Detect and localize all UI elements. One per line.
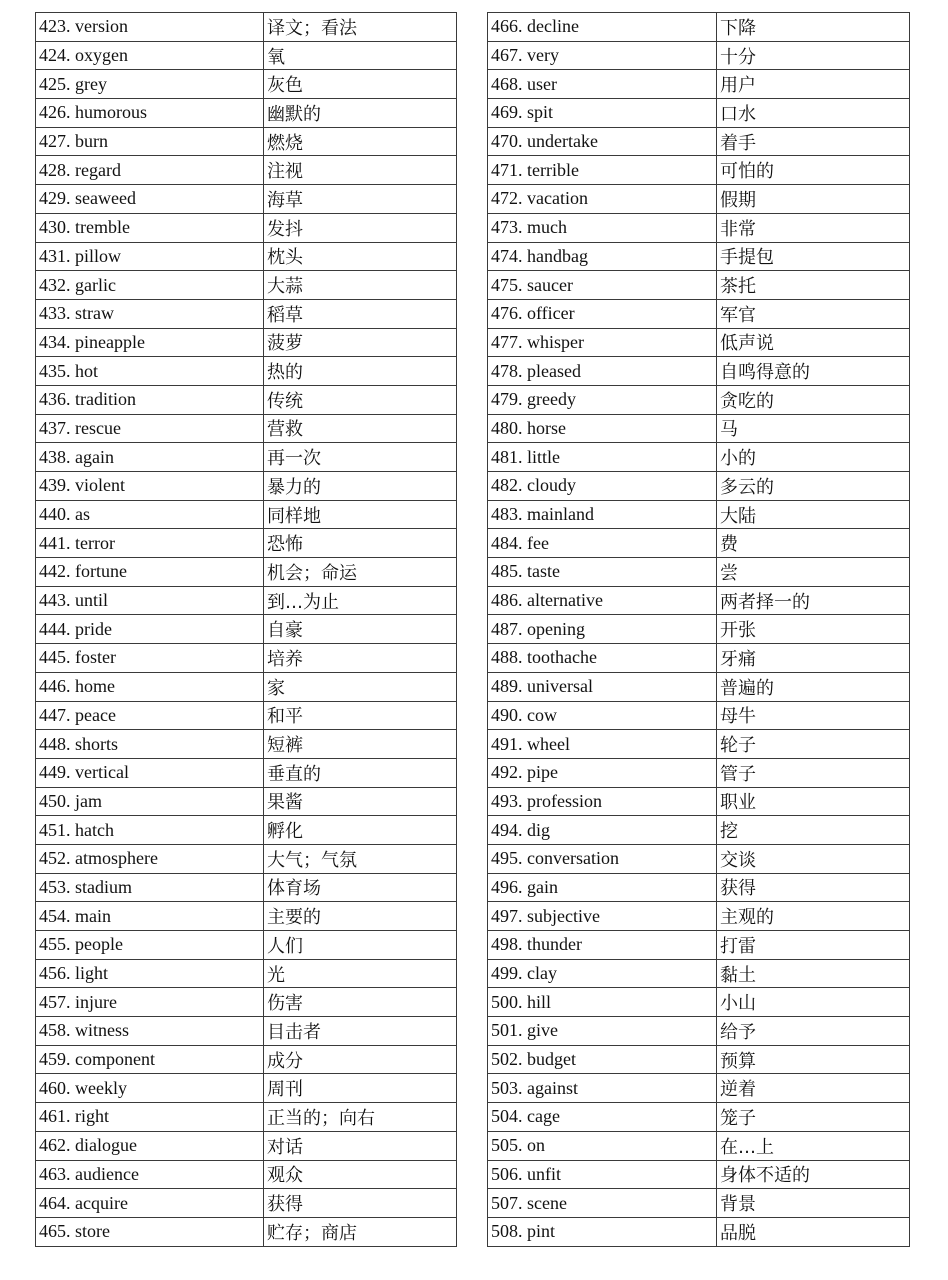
english-word: 428. regard: [36, 156, 264, 185]
table-row: [36, 213, 457, 242]
table-row: [36, 1131, 457, 1160]
english-word: 446. home: [36, 672, 264, 701]
table-row: [488, 357, 910, 386]
chinese-meaning: 品脱: [717, 1217, 910, 1246]
table-row: [36, 558, 457, 587]
chinese-meaning: 垂直的: [264, 758, 457, 787]
english-word: 485. taste: [488, 558, 717, 587]
table-row: [36, 1189, 457, 1218]
table-row: [36, 586, 457, 615]
table-row: [36, 1160, 457, 1189]
table-row: [36, 730, 457, 759]
table-row: [36, 41, 457, 70]
table-row: [488, 615, 910, 644]
chinese-meaning: 十分: [717, 41, 910, 70]
table-row: [488, 1017, 910, 1046]
chinese-meaning: 大气；气氛: [264, 844, 457, 873]
english-word: 496. gain: [488, 873, 717, 902]
english-word: 472. vacation: [488, 185, 717, 214]
table-row: [36, 672, 457, 701]
english-word: 481. little: [488, 443, 717, 472]
chinese-meaning: 灰色: [264, 70, 457, 99]
chinese-meaning: 费: [717, 529, 910, 558]
chinese-meaning: 着手: [717, 127, 910, 156]
chinese-meaning: 恐怖: [264, 529, 457, 558]
english-word: 493. profession: [488, 787, 717, 816]
table-row: [36, 959, 457, 988]
english-word: 447. peace: [36, 701, 264, 730]
chinese-meaning: 孵化: [264, 816, 457, 845]
table-row: [488, 931, 910, 960]
table-row: [36, 787, 457, 816]
english-word: 494. dig: [488, 816, 717, 845]
english-word: 480. horse: [488, 414, 717, 443]
table-row: [36, 1017, 457, 1046]
table-row: [488, 156, 910, 185]
chinese-meaning: 同样地: [264, 500, 457, 529]
table-row: [36, 701, 457, 730]
chinese-meaning: 开张: [717, 615, 910, 644]
chinese-meaning: 身体不适的: [717, 1160, 910, 1189]
english-word: 483. mainland: [488, 500, 717, 529]
english-word: 439. violent: [36, 472, 264, 501]
chinese-meaning: 用户: [717, 70, 910, 99]
table-row: [488, 185, 910, 214]
english-word: 460. weekly: [36, 1074, 264, 1103]
table-row: [36, 500, 457, 529]
table-row: [488, 586, 910, 615]
chinese-meaning: 果酱: [264, 787, 457, 816]
chinese-meaning: 再一次: [264, 443, 457, 472]
table-row: [488, 99, 910, 128]
table-row: [488, 213, 910, 242]
english-word: 499. clay: [488, 959, 717, 988]
english-word: 456. light: [36, 959, 264, 988]
table-row: [488, 1045, 910, 1074]
vocabulary-table-left: [35, 12, 457, 1247]
table-row: [36, 472, 457, 501]
english-word: 475. saucer: [488, 271, 717, 300]
chinese-meaning: 口水: [717, 99, 910, 128]
english-word: 457. injure: [36, 988, 264, 1017]
chinese-meaning: 可怕的: [717, 156, 910, 185]
table-row: [36, 385, 457, 414]
table-row: [488, 443, 910, 472]
english-word: 473. much: [488, 213, 717, 242]
english-word: 468. user: [488, 70, 717, 99]
table-row: [488, 1131, 910, 1160]
table-row: [36, 414, 457, 443]
chinese-meaning: 周刊: [264, 1074, 457, 1103]
chinese-meaning: 主要的: [264, 902, 457, 931]
english-word: 459. component: [36, 1045, 264, 1074]
chinese-meaning: 背景: [717, 1189, 910, 1218]
table-row: [36, 1217, 457, 1246]
chinese-meaning: 两者择一的: [717, 586, 910, 615]
table-row: [488, 816, 910, 845]
english-word: 440. as: [36, 500, 264, 529]
chinese-meaning: 小山: [717, 988, 910, 1017]
chinese-meaning: 正当的；向右: [264, 1103, 457, 1132]
table-row: [36, 127, 457, 156]
chinese-meaning: 人们: [264, 931, 457, 960]
chinese-meaning: 在…上: [717, 1131, 910, 1160]
table-row: [36, 931, 457, 960]
english-word: 507. scene: [488, 1189, 717, 1218]
table-row: [488, 13, 910, 42]
table-row: [36, 615, 457, 644]
chinese-meaning: 贮存；商店: [264, 1217, 457, 1246]
chinese-meaning: 自豪: [264, 615, 457, 644]
chinese-meaning: 主观的: [717, 902, 910, 931]
chinese-meaning: 海草: [264, 185, 457, 214]
table-row: [488, 1160, 910, 1189]
english-word: 435. hot: [36, 357, 264, 386]
chinese-meaning: 发抖: [264, 213, 457, 242]
english-word: 508. pint: [488, 1217, 717, 1246]
english-word: 430. tremble: [36, 213, 264, 242]
table-row: [36, 529, 457, 558]
table-row: [488, 988, 910, 1017]
table-row: [488, 672, 910, 701]
english-word: 442. fortune: [36, 558, 264, 587]
chinese-meaning: 马: [717, 414, 910, 443]
table-row: [36, 70, 457, 99]
english-word: 491. wheel: [488, 730, 717, 759]
english-word: 433. straw: [36, 299, 264, 328]
chinese-meaning: 到…为止: [264, 586, 457, 615]
english-word: 504. cage: [488, 1103, 717, 1132]
table-row: [36, 156, 457, 185]
english-word: 497. subjective: [488, 902, 717, 931]
english-word: 492. pipe: [488, 758, 717, 787]
english-word: 434. pineapple: [36, 328, 264, 357]
chinese-meaning: 军官: [717, 299, 910, 328]
english-word: 461. right: [36, 1103, 264, 1132]
english-word: 427. burn: [36, 127, 264, 156]
table-row: [36, 758, 457, 787]
english-word: 437. rescue: [36, 414, 264, 443]
english-word: 478. pleased: [488, 357, 717, 386]
english-word: 443. until: [36, 586, 264, 615]
table-row: [488, 1103, 910, 1132]
chinese-meaning: 非常: [717, 213, 910, 242]
english-word: 449. vertical: [36, 758, 264, 787]
chinese-meaning: 短裤: [264, 730, 457, 759]
english-word: 438. again: [36, 443, 264, 472]
chinese-meaning: 幽默的: [264, 99, 457, 128]
chinese-meaning: 下降: [717, 13, 910, 42]
table-row: [488, 701, 910, 730]
english-word: 502. budget: [488, 1045, 717, 1074]
english-word: 424. oxygen: [36, 41, 264, 70]
english-word: 498. thunder: [488, 931, 717, 960]
chinese-meaning: 职业: [717, 787, 910, 816]
table-row: [36, 1074, 457, 1103]
chinese-meaning: 译文；看法: [264, 13, 457, 42]
chinese-meaning: 笼子: [717, 1103, 910, 1132]
chinese-meaning: 多云的: [717, 472, 910, 501]
chinese-meaning: 燃烧: [264, 127, 457, 156]
chinese-meaning: 管子: [717, 758, 910, 787]
chinese-meaning: 家: [264, 672, 457, 701]
table-row: [488, 41, 910, 70]
chinese-meaning: 自鸣得意的: [717, 357, 910, 386]
english-word: 436. tradition: [36, 385, 264, 414]
english-word: 486. alternative: [488, 586, 717, 615]
table-row: [36, 902, 457, 931]
english-word: 467. very: [488, 41, 717, 70]
chinese-meaning: 光: [264, 959, 457, 988]
chinese-meaning: 贪吃的: [717, 385, 910, 414]
table-row: [488, 730, 910, 759]
english-word: 506. unfit: [488, 1160, 717, 1189]
chinese-meaning: 预算: [717, 1045, 910, 1074]
english-word: 487. opening: [488, 615, 717, 644]
chinese-meaning: 菠萝: [264, 328, 457, 357]
chinese-meaning: 成分: [264, 1045, 457, 1074]
table-row: [488, 127, 910, 156]
chinese-meaning: 大蒜: [264, 271, 457, 300]
english-word: 441. terror: [36, 529, 264, 558]
chinese-meaning: 枕头: [264, 242, 457, 271]
chinese-meaning: 尝: [717, 558, 910, 587]
english-word: 454. main: [36, 902, 264, 931]
chinese-meaning: 挖: [717, 816, 910, 845]
table-row: [488, 70, 910, 99]
english-word: 477. whisper: [488, 328, 717, 357]
chinese-meaning: 获得: [264, 1189, 457, 1218]
english-word: 479. greedy: [488, 385, 717, 414]
chinese-meaning: 培养: [264, 644, 457, 673]
english-word: 425. grey: [36, 70, 264, 99]
table-row: [488, 873, 910, 902]
chinese-meaning: 对话: [264, 1131, 457, 1160]
english-word: 476. officer: [488, 299, 717, 328]
english-word: 429. seaweed: [36, 185, 264, 214]
chinese-meaning: 打雷: [717, 931, 910, 960]
chinese-meaning: 目击者: [264, 1017, 457, 1046]
table-row: [36, 988, 457, 1017]
chinese-meaning: 黏土: [717, 959, 910, 988]
english-word: 458. witness: [36, 1017, 264, 1046]
chinese-meaning: 观众: [264, 1160, 457, 1189]
english-word: 464. acquire: [36, 1189, 264, 1218]
table-row: [36, 644, 457, 673]
english-word: 462. dialogue: [36, 1131, 264, 1160]
chinese-meaning: 和平: [264, 701, 457, 730]
english-word: 455. people: [36, 931, 264, 960]
table-row: [36, 844, 457, 873]
table-row: [488, 299, 910, 328]
chinese-meaning: 暴力的: [264, 472, 457, 501]
chinese-meaning: 传统: [264, 385, 457, 414]
chinese-meaning: 手提包: [717, 242, 910, 271]
chinese-meaning: 牙痛: [717, 644, 910, 673]
english-word: 505. on: [488, 1131, 717, 1160]
english-word: 503. against: [488, 1074, 717, 1103]
chinese-meaning: 获得: [717, 873, 910, 902]
chinese-meaning: 机会；命运: [264, 558, 457, 587]
english-word: 495. conversation: [488, 844, 717, 873]
table-row: [488, 1189, 910, 1218]
chinese-meaning: 体育场: [264, 873, 457, 902]
english-word: 466. decline: [488, 13, 717, 42]
chinese-meaning: 逆着: [717, 1074, 910, 1103]
chinese-meaning: 注视: [264, 156, 457, 185]
english-word: 501. give: [488, 1017, 717, 1046]
chinese-meaning: 给予: [717, 1017, 910, 1046]
chinese-meaning: 普遍的: [717, 672, 910, 701]
table-row: [36, 328, 457, 357]
english-word: 474. handbag: [488, 242, 717, 271]
english-word: 426. humorous: [36, 99, 264, 128]
english-word: 444. pride: [36, 615, 264, 644]
chinese-meaning: 母牛: [717, 701, 910, 730]
table-row: [488, 758, 910, 787]
table-row: [36, 271, 457, 300]
english-word: 482. cloudy: [488, 472, 717, 501]
english-word: 490. cow: [488, 701, 717, 730]
chinese-meaning: 轮子: [717, 730, 910, 759]
english-word: 451. hatch: [36, 816, 264, 845]
table-row: [36, 99, 457, 128]
english-word: 471. terrible: [488, 156, 717, 185]
english-word: 469. spit: [488, 99, 717, 128]
table-row: [36, 1045, 457, 1074]
table-row: [36, 185, 457, 214]
table-row: [488, 787, 910, 816]
chinese-meaning: 假期: [717, 185, 910, 214]
chinese-meaning: 伤害: [264, 988, 457, 1017]
table-row: [36, 1103, 457, 1132]
table-row: [488, 328, 910, 357]
table-row: [488, 558, 910, 587]
table-row: [488, 385, 910, 414]
chinese-meaning: 茶托: [717, 271, 910, 300]
table-row: [36, 299, 457, 328]
table-row: [488, 529, 910, 558]
english-word: 448. shorts: [36, 730, 264, 759]
table-row: [488, 902, 910, 931]
table-row: [36, 242, 457, 271]
table-row: [488, 959, 910, 988]
english-word: 500. hill: [488, 988, 717, 1017]
english-word: 453. stadium: [36, 873, 264, 902]
chinese-meaning: 大陆: [717, 500, 910, 529]
table-row: [36, 357, 457, 386]
table-row: [488, 1074, 910, 1103]
english-word: 450. jam: [36, 787, 264, 816]
english-word: 470. undertake: [488, 127, 717, 156]
table-row: [488, 1217, 910, 1246]
table-row: [36, 816, 457, 845]
english-word: 452. atmosphere: [36, 844, 264, 873]
english-word: 488. toothache: [488, 644, 717, 673]
chinese-meaning: 小的: [717, 443, 910, 472]
table-row: [36, 873, 457, 902]
english-word: 431. pillow: [36, 242, 264, 271]
table-row: [488, 644, 910, 673]
table-row: [36, 13, 457, 42]
chinese-meaning: 交谈: [717, 844, 910, 873]
english-word: 463. audience: [36, 1160, 264, 1189]
chinese-meaning: 低声说: [717, 328, 910, 357]
english-word: 423. version: [36, 13, 264, 42]
english-word: 465. store: [36, 1217, 264, 1246]
chinese-meaning: 营救: [264, 414, 457, 443]
english-word: 432. garlic: [36, 271, 264, 300]
vocabulary-table-right: [487, 12, 910, 1247]
table-row: [488, 242, 910, 271]
table-row: [488, 414, 910, 443]
table-row: [488, 500, 910, 529]
chinese-meaning: 稻草: [264, 299, 457, 328]
table-row: [488, 844, 910, 873]
chinese-meaning: 热的: [264, 357, 457, 386]
english-word: 484. fee: [488, 529, 717, 558]
table-row: [488, 472, 910, 501]
table-row: [488, 271, 910, 300]
english-word: 489. universal: [488, 672, 717, 701]
table-row: [36, 443, 457, 472]
english-word: 445. foster: [36, 644, 264, 673]
chinese-meaning: 氧: [264, 41, 457, 70]
